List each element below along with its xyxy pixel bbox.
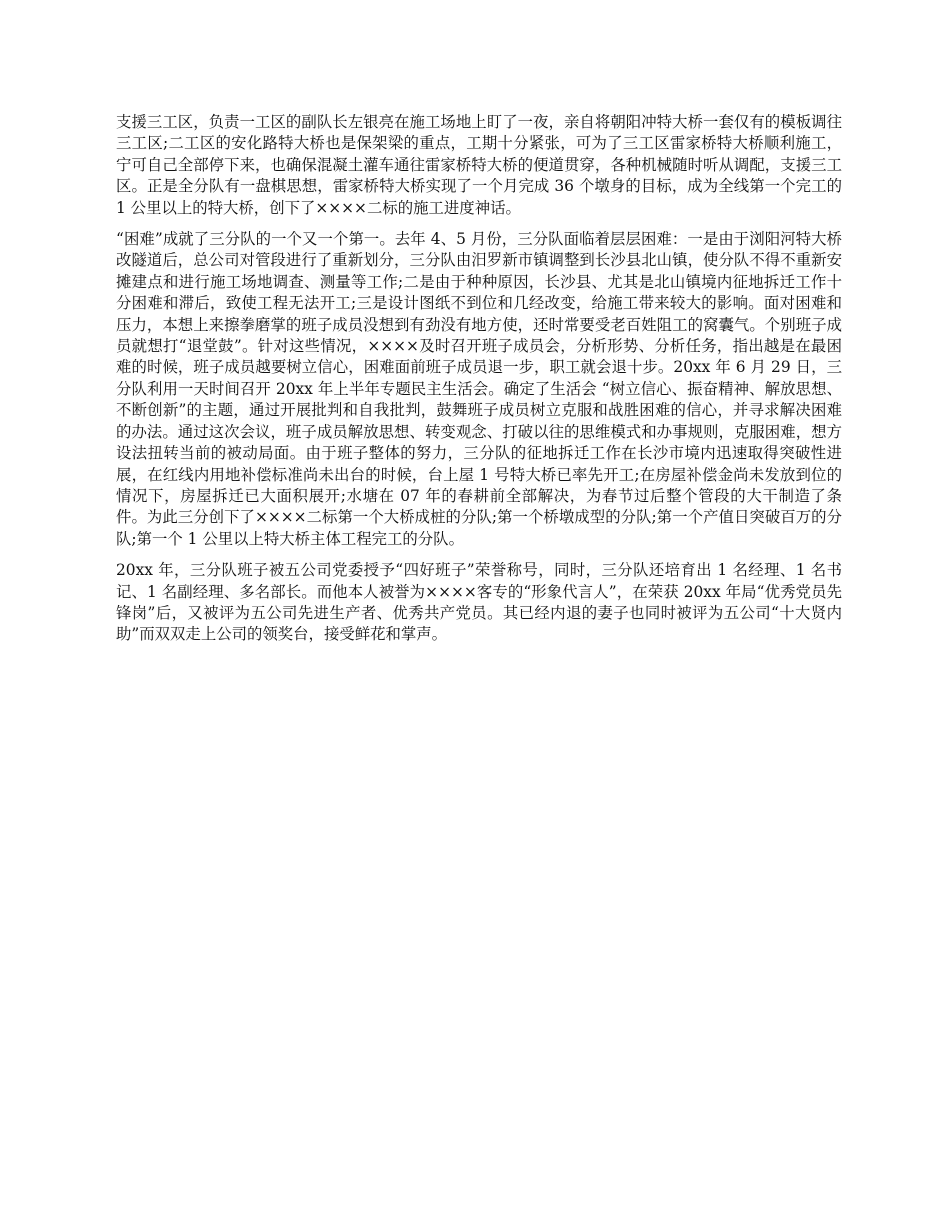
paragraph-honors: 20xx 年，三分队班子被五公司党委授予“四好班子”荣誉称号，同时，三分队还培育出 1 名经理、1 名书记、1 名副经理、多名部长。而他本人被誉为××××客专的“形象代言人”，在荣获 20xx 年局“优秀党员先锋岗”后，又被评为五公司先进生产者、优秀共产党员。其已经内退的妻子也同时被评为五公司“十大贤内助”而双双走上公司的领奖台，接受鲜花和掌声。: [116, 561, 842, 644]
paragraph-difficulties: “困难”成就了三分队的一个又一个第一。去年 4、5 月份，三分队面临着层层困难：一是由于浏阳河特大桥改隧道后，总公司对管段进行了重新划分，三分队由汨罗新市镇调整到长沙县北山镇，使分队不得不重新安摊建点和进行施工场地调查、测量等工作;二是由于种种原因，长沙县、尤其是北山镇境内征地拆迁工作十分困难和滞后，致使工程无法开工;三是设计图纸不到位和几经改变，给施工带来较大的影响。面对困难和压力，本想上来擦拳磨掌的班子成员没想到有劲没有地方使，还时常要受老百姓阻工的窝囊气。个别班子成员就想打“退堂鼓”。针对这些情况，××××及时召开班子成员会，分析形势、分析任务，指出越是在最困难的时候，班子成员越要树立信心，困难面前班子成员退一步，职工就会退十步。20xx 年 6 月 29 日，三分队利用一天时间召开 20xx 年上半年专题民主生活会。确定了生活会 “树立信心、振奋精神、解放思想、不断创新”的主题，通过开展批判和自我批判，鼓舞班子成员树立克服和战胜困难的信心，并寻求解决困难的办法。通过这次会议，班子成员解放思想、转变观念、打破以往的思维模式和办事规则，克服困难，想方设法扭转当前的被动局面。由于班子整体的努力，三分队的征地拆迁工作在长沙市境内迅速取得突破性进展，在红线内用地补偿标准尚未出台的时候，台上屋 1 号特大桥已率先开工;在房屋补偿金尚未发放到位的情况下，房屋拆迁已大面积展开;水塘在 07 年的春耕前全部解决，为春节过后整个管段的大干制造了条件。为此三分创下了××××二标第一个大桥成桩的分队;第一个桥墩成型的分队;第一个产值日突破百万的分队;第一个 1 公里以上特大桥主体工程完工的分队。: [116, 230, 842, 548]
document-body: [116, 112, 842, 656]
paragraph-support-third-section: 支援三工区，负责一工区的副队长左银亮在施工场地上盯了一夜，亲自将朝阳冲特大桥一套仅有的模板调往三工区;二工区的安化路特大桥也是保架梁的重点，工期十分紧张，可为了三工区雷家桥特大桥顺利施工，宁可自己全部停下来，也确保混凝土灌车通往雷家桥特大桥的便道贯穿，各种机械随时听从调配，支援三工区。正是全分队有一盘棋思想，雷家桥特大桥实现了一个月完成 36 个墩身的目标，成为全线第一个完工的 1 公里以上的特大桥，创下了××××二标的施工进度神话。: [116, 113, 842, 217]
